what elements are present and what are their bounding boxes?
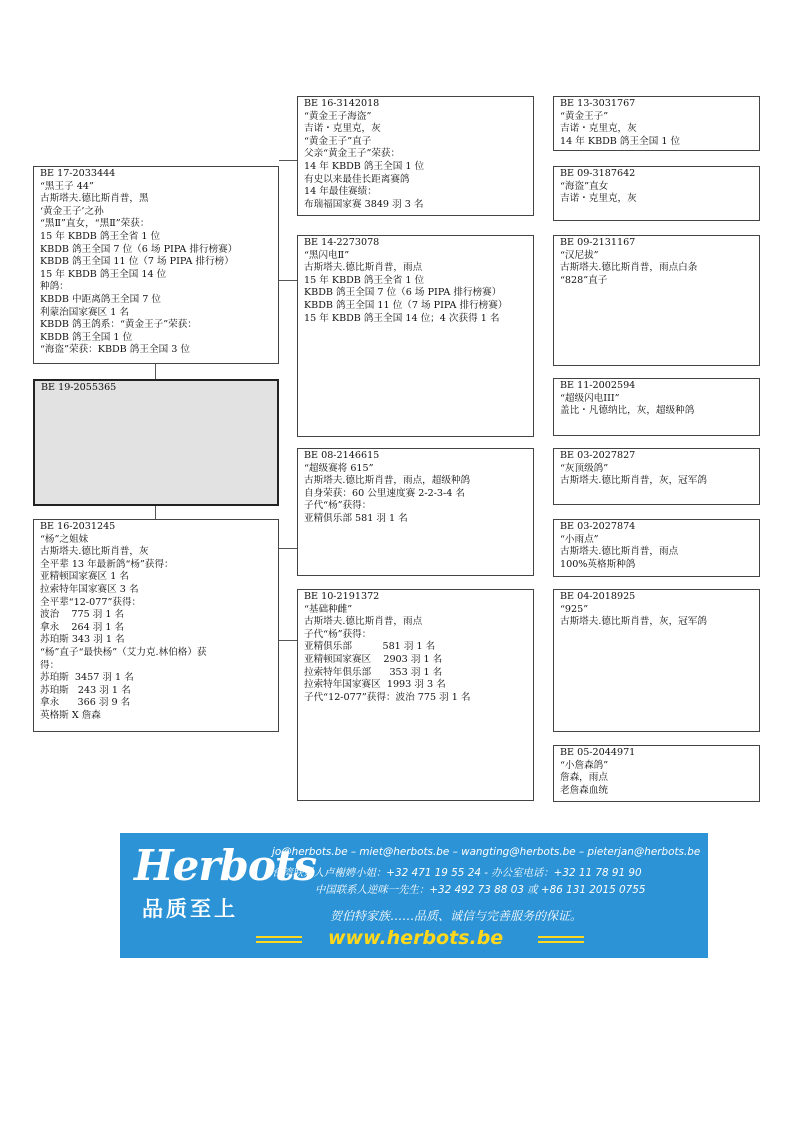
pedigree-line: 苏珀斯 243 羽 1 名 [40, 684, 131, 696]
pedigree-line: 盖比・凡德纳比，灰，超级种鸽 [560, 405, 695, 417]
dds-lines [560, 604, 753, 629]
pedigree-line: ‘黄金王子’之孙 [40, 205, 104, 217]
pedigree-line: “黄金王子” [560, 110, 609, 122]
ddd-card[interactable] [553, 745, 760, 802]
sire-card[interactable] [33, 166, 279, 364]
pedigree-line: 英格斯 X 詹森 [40, 709, 101, 721]
connector-dam-dd [279, 640, 297, 641]
pedigree-line: 子代“杨”获得： [304, 628, 372, 640]
pedigree-line: 父亲“黄金王子”荣获： [304, 148, 401, 160]
connector-dam-ds [279, 548, 297, 549]
pedigree-line: “杨”直子“最快杨”（艾力克.林伯格）获 [40, 646, 207, 658]
ss-lines [304, 111, 527, 212]
pedigree-line: 拿永 366 羽 9 名 [40, 697, 131, 709]
connector-sire-ss [279, 160, 297, 161]
dss-lines [560, 463, 753, 488]
sd-card[interactable] [297, 235, 534, 437]
ss-card[interactable] [297, 96, 534, 216]
pedigree-line: 全平辈 13 年最新鸽“杨”获得： [40, 558, 174, 570]
sdd-id: BE 11-2002594 [560, 380, 636, 391]
pedigree-line: 老詹森血统 [560, 784, 608, 796]
pedigree-line: “海盗”荣获：KBDB 鸽王全国 3 位 [40, 344, 190, 356]
pedigree-line: KBDB 鸽王全国 7 位（6 场 PIPA 排行榜赛） [40, 243, 238, 255]
pedigree-line: KBDB 鸽王全国 11 位（7 场 PIPA 排行榜） [40, 256, 234, 268]
ds-lines [304, 463, 527, 526]
pedigree-line: 古斯塔夫.德比斯肖普，雨点白条 [560, 262, 698, 274]
pedigree-line: “灰顶级鸽” [560, 462, 609, 474]
ssd-id: BE 09-3187642 [560, 168, 636, 179]
sds-lines [560, 250, 753, 288]
ds-card[interactable] [297, 448, 534, 576]
sd-lines [304, 250, 527, 326]
pedigree-line: 詹森，雨点 [560, 772, 608, 784]
pedigree-line: 古斯塔夫.德比斯肖普，雨点 [304, 262, 423, 274]
pedigree-line: 波治 775 羽 1 名 [40, 609, 125, 621]
ds-id: BE 08-2146615 [304, 450, 380, 461]
pedigree-line: “杨”之姐妹 [40, 533, 89, 545]
pedigree-line: 亚精顿国家赛区 2903 羽 1 名 [304, 653, 443, 665]
brand-slogan: 品质至上 [142, 897, 238, 921]
dsd-id: BE 03-2027874 [560, 521, 636, 532]
dd-lines [304, 604, 527, 705]
dds-id: BE 04-2018925 [560, 591, 636, 602]
pedigree-line: 吉诺・克里克，灰 [304, 123, 381, 135]
sire-lines [40, 181, 272, 357]
pedigree-line: “汉尼拔” [560, 249, 599, 261]
pedigree-line: “925” [560, 603, 589, 615]
pedigree-line: 15 年 KBDB 鸽王全省 1 位 [40, 230, 161, 242]
pedigree-line: 利蒙治国家赛区 1 名 [40, 306, 129, 318]
herbots-banner [120, 833, 708, 958]
dss-id: BE 03-2027827 [560, 450, 636, 461]
pedigree-line: 子代“12-077”获得：波治 775 羽 1 名 [304, 691, 471, 703]
pedigree-line: “海盗”直女 [560, 180, 609, 192]
pedigree-line: KBDB 鸽王鸽系：“黄金王子”荣获： [40, 319, 197, 331]
contact-taiwan: 台湾联系人卢榭娉小姐：+32 471 19 55 24 - 办公室电话：+32 11 78 91 90 [272, 867, 642, 879]
pedigree-line: 拉索特年国家赛区 1993 羽 3 名 [304, 679, 446, 691]
pedigree-line: “黄金王子”直子 [304, 135, 372, 147]
subject-card[interactable] [33, 379, 279, 506]
ss-id: BE 16-3142018 [304, 98, 380, 109]
pedigree-line: 有史以来最佳长距离赛鸽 [304, 173, 410, 185]
pedigree-line: “基础种雌” [304, 603, 353, 615]
pedigree-line: 亚精俱乐部 581 羽 1 名 [304, 512, 408, 524]
pedigree-line: 种鸽： [40, 281, 69, 293]
dd-id: BE 10-2191372 [304, 591, 380, 602]
pedigree-line: KBDB 鸽王全国 11 位（7 场 PIPA 排行榜赛） [304, 299, 508, 311]
pedigree-line: 14 年 KBDB 鸽王全国 1 位 [560, 135, 681, 147]
pedigree-line: 15 年 KBDB 鸽王全国 14 位；4 次获得 1 名 [304, 312, 500, 324]
connector-subject-dam [155, 506, 156, 520]
ssd-lines [560, 181, 753, 206]
rule-right [538, 936, 584, 938]
pedigree-line: 100%英格斯种鸽 [560, 558, 636, 570]
pedigree-line: 14 年 KBDB 鸽王全国 1 位 [304, 160, 425, 172]
pedigree-line: 古斯塔夫.德比斯肖普，黑 [40, 193, 149, 205]
sd-id: BE 14-2273078 [304, 237, 380, 248]
sire-id: BE 17-2033444 [40, 168, 116, 179]
pedigree-line: 古斯塔夫.德比斯肖普，雨点 [560, 546, 679, 558]
website-link[interactable]: www.herbots.be [328, 927, 504, 949]
pedigree-line: 古斯塔夫.德比斯肖普，灰，冠军鸽 [560, 616, 707, 628]
pedigree-line: 吉诺・克里克，灰 [560, 193, 637, 205]
contact-china: 中国联系人逆咪一先生：+32 492 73 88 03 或 +86 131 2015 0755 [315, 884, 646, 896]
sss-id: BE 13-3031767 [560, 98, 636, 109]
pedigree-line: “黑王子 44” [40, 180, 94, 192]
pedigree-line: KBDB 鸽王全国 7 位（6 场 PIPA 排行榜赛） [304, 287, 502, 299]
pedigree-line: “超级赛将 615” [304, 462, 374, 474]
pedigree-line: 全平辈“12-077”获得： [40, 596, 142, 608]
pedigree-line: 亚精俱乐部 581 羽 1 名 [304, 641, 436, 653]
banner-tagline: 贺伯特家族……品质、诚信与完善服务的保证。 [330, 909, 583, 923]
pedigree-line: 古斯塔夫.德比斯肖普，灰，冠军鸽 [560, 475, 707, 487]
sss-lines [560, 111, 753, 149]
pedigree-line: 拉索特年俱乐部 353 羽 1 名 [304, 666, 443, 678]
ssd-card[interactable] [553, 166, 760, 221]
pedigree-line: 拿永 264 羽 1 名 [40, 621, 125, 633]
dam-card[interactable] [33, 519, 279, 732]
pedigree-line: “小雨点” [560, 533, 599, 545]
pedigree-line: 拉索特年国家赛区 3 名 [40, 583, 139, 595]
sss-card[interactable] [553, 96, 760, 151]
pedigree-line: 苏珀斯 343 羽 1 名 [40, 634, 125, 646]
pedigree-line: “小詹森鸽” [560, 759, 609, 771]
pedigree-line: “黄金王子海盗” [304, 110, 372, 122]
pedigree-line: 自身荣获：60 公里速度赛 2-2-3-4 名 [304, 487, 466, 499]
dds-card[interactable] [553, 589, 760, 732]
sdd-card[interactable] [553, 378, 760, 436]
pedigree-line: 苏珀斯 3457 羽 1 名 [40, 672, 134, 684]
pedigree-line: 布瑞福国家赛 3849 羽 3 名 [304, 198, 424, 210]
pedigree-line: KBDB 鸽王全国 1 位 [40, 331, 133, 343]
pedigree-line: 古斯塔夫.德比斯肖普，雨点 [304, 616, 423, 628]
pedigree-line: 吉诺・克里克，灰 [560, 123, 637, 135]
brand-logo: Herbots [134, 841, 316, 890]
dd-card[interactable] [297, 589, 534, 801]
connector-sire-sd [279, 280, 297, 281]
pedigree-line: “黑Ⅱ”直女，“黑Ⅱ”荣获： [40, 218, 150, 230]
pedigree-line: 15 年 KBDB 鸽王全省 1 位 [304, 274, 425, 286]
pedigree-line: 得： [40, 659, 60, 671]
pedigree-line: “828”直子 [560, 274, 608, 286]
ddd-lines [560, 760, 753, 798]
dsd-card[interactable] [553, 519, 760, 577]
connector-sire-subject [155, 364, 156, 380]
pedigree-line: 古斯塔夫.德比斯肖普，灰 [40, 546, 149, 558]
pedigree-line: KBDB 中距离鸽王全国 7 位 [40, 293, 161, 305]
sds-card[interactable] [553, 235, 760, 366]
pedigree-line: 古斯塔夫.德比斯肖普，雨点，超级种鸽 [304, 475, 471, 487]
sdd-lines [560, 393, 753, 418]
pedigree-line: 14 年最佳赛绩： [304, 186, 377, 198]
rule-left [256, 936, 302, 938]
sds-id: BE 09-2131167 [560, 237, 636, 248]
rule-right-2 [538, 941, 584, 943]
rule-left-2 [256, 941, 302, 943]
contact-emails[interactable]: jo@herbots.be – miet@herbots.be – wangting@herbots.be – pieterjan@herbots.be [272, 846, 701, 858]
pedigree-line: 亚精顿国家赛区 1 名 [40, 571, 129, 583]
pedigree-line: “黑闪电Ⅱ” [304, 249, 350, 261]
subject-id: BE 19-2055365 [41, 382, 117, 393]
pedigree-line: “超级闪电III” [560, 392, 620, 404]
dsd-lines [560, 534, 753, 572]
pedigree-line: 子代“杨”获得： [304, 500, 372, 512]
dss-card[interactable] [553, 448, 760, 505]
pedigree-line: 15 年 KBDB 鸽王全国 14 位 [40, 268, 167, 280]
dam-id: BE 16-2031245 [40, 521, 116, 532]
ddd-id: BE 05-2044971 [560, 747, 636, 758]
dam-lines [40, 534, 272, 723]
